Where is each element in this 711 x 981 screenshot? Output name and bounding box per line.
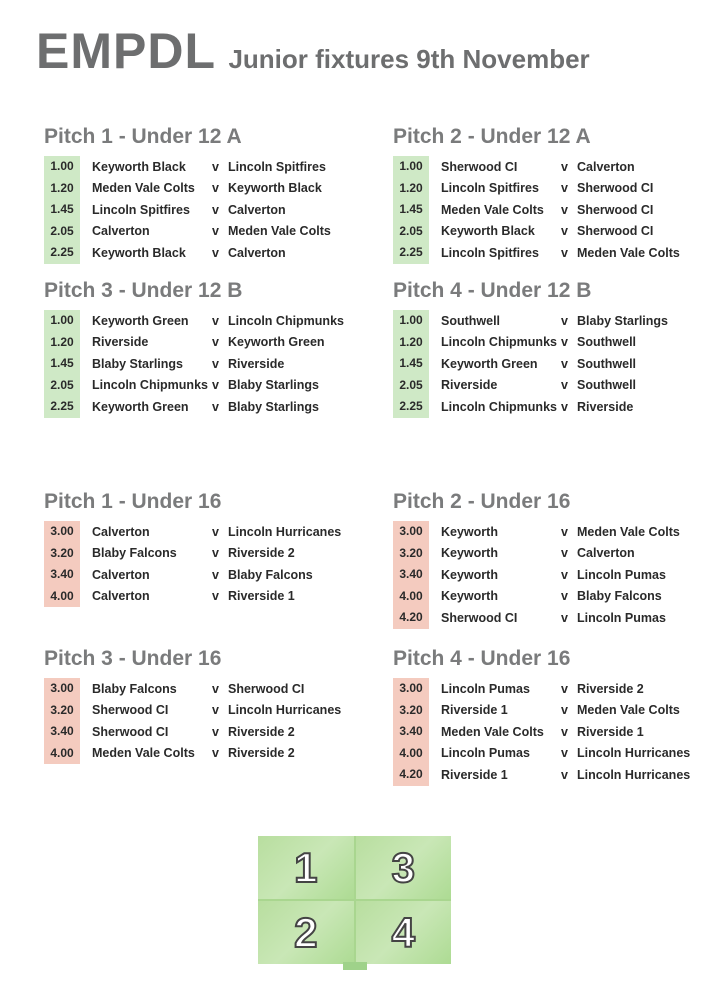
versus-label: v [212,546,219,561]
away-team: Riverside 2 [228,746,295,761]
fixture-time: 3.40 [393,564,429,586]
fixture-time: 2.25 [44,396,80,418]
fixture-row [393,156,711,178]
fixture-block-pitch3-u16 [44,644,364,764]
away-team: Calverton [577,546,635,561]
versus-label: v [212,524,219,539]
versus-label: v [561,181,568,196]
fixture-row [44,396,364,418]
fixture-time: 3.20 [393,543,429,565]
away-team: Calverton [228,202,286,217]
fixture-time: 4.00 [393,586,429,608]
versus-label: v [212,399,219,414]
block-title: Pitch 3 - Under 12 B [44,279,243,302]
fixture-row [44,332,364,354]
fixture-row [393,721,711,743]
versus-label: v [212,724,219,739]
versus-label: v [212,589,219,604]
away-team: Meden Vale Colts [577,524,680,539]
fixture-time: 3.40 [393,721,429,743]
block-title: Pitch 2 - Under 12 A [393,125,591,148]
home-team: Keyworth [441,546,498,561]
page-header [36,22,590,80]
versus-label: v [561,610,568,625]
fixture-row [44,353,364,375]
fixture-block-pitch3-u12b [44,276,364,418]
fixture-block-pitch4-u12b [393,276,711,418]
away-team: Calverton [577,159,635,174]
fixture-time: 3.00 [44,521,80,543]
away-team: Lincoln Hurricanes [577,767,691,782]
home-team: Riverside [441,378,498,393]
home-team: Keyworth Black [92,159,186,174]
fixture-row [393,332,711,354]
home-team: Meden Vale Colts [92,181,195,196]
versus-label: v [212,746,219,761]
home-team: Riverside 1 [441,703,508,718]
pitch-map-cell: 2 [258,901,354,964]
block-title: Pitch 3 - Under 16 [44,647,222,670]
home-team: Lincoln Chipmunks [441,399,557,414]
fixture-time: 1.45 [44,199,80,221]
away-team: Riverside 1 [228,589,295,604]
fixture-time: 3.00 [393,521,429,543]
home-team: Sherwood CI [92,703,169,718]
versus-label: v [561,703,568,718]
fixture-time: 1.20 [44,178,80,200]
versus-label: v [561,202,568,217]
block-title: Pitch 4 - Under 16 [393,647,571,670]
versus-label: v [212,335,219,350]
pitch-map-cell: 3 [356,836,452,899]
fixture-time: 2.05 [44,221,80,243]
versus-label: v [561,524,568,539]
away-team: Blaby Falcons [577,589,662,604]
fixture-time: 4.00 [44,743,80,765]
fixture-row [44,721,364,743]
away-team: Riverside 2 [577,681,644,696]
fixture-row [393,178,711,200]
fixture-time: 4.00 [393,743,429,765]
versus-label: v [561,159,568,174]
away-team: Keyworth Black [228,181,322,196]
fixture-time: 1.20 [393,178,429,200]
fixture-time: 2.05 [393,221,429,243]
versus-label: v [212,703,219,718]
fixture-row [393,242,711,264]
home-team: Meden Vale Colts [441,202,544,217]
fixture-time: 1.00 [393,310,429,332]
versus-label: v [561,224,568,239]
away-team: Lincoln Hurricanes [228,524,342,539]
pitch-map-cell: 1 [258,836,354,899]
fixture-row [393,375,711,397]
versus-label: v [212,245,219,260]
home-team: Keyworth [441,524,498,539]
away-team: Riverside [228,356,285,371]
versus-label: v [212,567,219,582]
fixture-row [44,156,364,178]
fixture-row [393,543,711,565]
fixture-row [393,310,711,332]
fixture-row [393,586,711,608]
home-team: Lincoln Chipmunks [441,335,557,350]
fixture-time: 1.00 [44,310,80,332]
versus-label: v [212,356,219,371]
fixture-time: 1.45 [393,199,429,221]
fixture-time: 2.05 [44,375,80,397]
fixture-row [44,521,364,543]
fixture-row [393,521,711,543]
fixture-time: 3.20 [393,700,429,722]
home-team: Meden Vale Colts [441,724,544,739]
home-team: Lincoln Spitfires [92,202,190,217]
fixture-row [393,564,711,586]
versus-label: v [561,681,568,696]
versus-label: v [561,724,568,739]
fixture-time: 3.20 [44,700,80,722]
versus-label: v [212,159,219,174]
home-team: Riverside [92,335,149,350]
away-team: Lincoln Chipmunks [228,313,344,328]
home-team: Calverton [92,567,150,582]
away-team: Riverside [577,399,634,414]
fixture-block-pitch1-u16 [44,487,364,607]
fixture-time: 3.20 [44,543,80,565]
fixture-row [393,700,711,722]
fixture-row [44,564,364,586]
away-team: Lincoln Hurricanes [228,703,342,718]
versus-label: v [561,767,568,782]
page-subtitle: Junior fixtures 9th November [228,44,590,74]
fixture-time: 2.05 [393,375,429,397]
fixture-time: 2.25 [393,396,429,418]
versus-label: v [561,313,568,328]
fixture-time: 4.20 [393,764,429,786]
fixture-row [393,743,711,765]
away-team: Blaby Falcons [228,567,313,582]
versus-label: v [561,589,568,604]
home-team: Keyworth [441,567,498,582]
block-title: Pitch 1 - Under 12 A [44,125,242,148]
fixture-row [393,199,711,221]
fixture-block-pitch4-u16 [393,644,711,786]
versus-label: v [212,181,219,196]
home-team: Calverton [92,524,150,539]
fixture-time: 1.00 [393,156,429,178]
fixture-row [393,678,711,700]
home-team: Lincoln Pumas [441,746,530,761]
away-team: Southwell [577,378,637,393]
fixture-time: 1.45 [44,353,80,375]
brand-logo-text: EMPDL [36,23,216,79]
home-team: Lincoln Spitfires [441,245,539,260]
away-team: Sherwood CI [228,681,305,696]
home-team: Keyworth Green [92,399,189,414]
fixture-row [44,700,364,722]
home-team: Sherwood CI [441,610,518,625]
block-title: Pitch 1 - Under 16 [44,490,222,513]
fixture-row [44,199,364,221]
fixture-row [44,743,364,765]
away-team: Sherwood CI [577,202,654,217]
home-team: Keyworth Green [92,313,189,328]
versus-label: v [212,378,219,393]
away-team: Meden Vale Colts [577,245,680,260]
block-title: Pitch 2 - Under 16 [393,490,571,513]
away-team: Riverside 2 [228,546,295,561]
home-team: Lincoln Chipmunks [92,378,208,393]
fixture-row [393,396,711,418]
away-team: Meden Vale Colts [577,703,680,718]
pitch-map-cell: 4 [356,901,452,964]
home-team: Keyworth Black [92,245,186,260]
fixture-time: 4.00 [44,586,80,608]
pitch-map-entrance [343,962,367,970]
home-team: Calverton [92,589,150,604]
away-team: Meden Vale Colts [228,224,331,239]
fixture-time: 1.20 [393,332,429,354]
fixture-time: 1.45 [393,353,429,375]
fixture-time: 1.00 [44,156,80,178]
block-title: Pitch 4 - Under 12 B [393,279,592,302]
away-team: Sherwood CI [577,224,654,239]
home-team: Lincoln Spitfires [441,181,539,196]
fixture-row [393,353,711,375]
away-team: Lincoln Pumas [577,567,666,582]
pitch-layout-map [258,836,451,964]
home-team: Calverton [92,224,150,239]
versus-label: v [561,746,568,761]
home-team: Blaby Falcons [92,681,177,696]
home-team: Sherwood CI [92,724,169,739]
versus-label: v [561,245,568,260]
home-team: Lincoln Pumas [441,681,530,696]
versus-label: v [561,356,568,371]
fixture-row [44,310,364,332]
fixture-block-pitch2-u16 [393,487,711,629]
versus-label: v [212,313,219,328]
home-team: Keyworth Black [441,224,535,239]
home-team: Keyworth Green [441,356,538,371]
away-team: Riverside 2 [228,724,295,739]
fixture-row [393,607,711,629]
home-team: Southwell [441,313,501,328]
away-team: Riverside 1 [577,724,644,739]
fixture-row [44,678,364,700]
away-team: Southwell [577,356,637,371]
fixture-block-pitch1-u12a [44,122,364,264]
versus-label: v [561,378,568,393]
fixture-time: 4.20 [393,607,429,629]
home-team: Meden Vale Colts [92,746,195,761]
home-team: Sherwood CI [441,159,518,174]
away-team: Blaby Starlings [228,378,319,393]
away-team: Lincoln Hurricanes [577,746,691,761]
fixture-time: 1.20 [44,332,80,354]
fixture-time: 3.40 [44,721,80,743]
fixture-row [44,221,364,243]
fixture-time: 3.00 [44,678,80,700]
home-team: Riverside 1 [441,767,508,782]
away-team: Calverton [228,245,286,260]
fixture-time: 3.40 [44,564,80,586]
versus-label: v [212,224,219,239]
home-team: Blaby Falcons [92,546,177,561]
versus-label: v [561,335,568,350]
away-team: Keyworth Green [228,335,325,350]
versus-label: v [212,202,219,217]
away-team: Sherwood CI [577,181,654,196]
away-team: Lincoln Spitfires [228,159,326,174]
fixture-row [44,242,364,264]
fixture-row [393,221,711,243]
fixture-block-pitch2-u12a [393,122,711,264]
fixture-row [44,178,364,200]
fixture-row [44,543,364,565]
fixture-time: 2.25 [44,242,80,264]
fixture-time: 2.25 [393,242,429,264]
versus-label: v [561,399,568,414]
versus-label: v [212,681,219,696]
fixture-row [44,586,364,608]
home-team: Keyworth [441,589,498,604]
away-team: Blaby Starlings [577,313,668,328]
away-team: Blaby Starlings [228,399,319,414]
versus-label: v [561,567,568,582]
versus-label: v [561,546,568,561]
fixture-row [393,764,711,786]
home-team: Blaby Starlings [92,356,183,371]
away-team: Lincoln Pumas [577,610,666,625]
away-team: Southwell [577,335,637,350]
fixture-time: 3.00 [393,678,429,700]
fixture-row [44,375,364,397]
